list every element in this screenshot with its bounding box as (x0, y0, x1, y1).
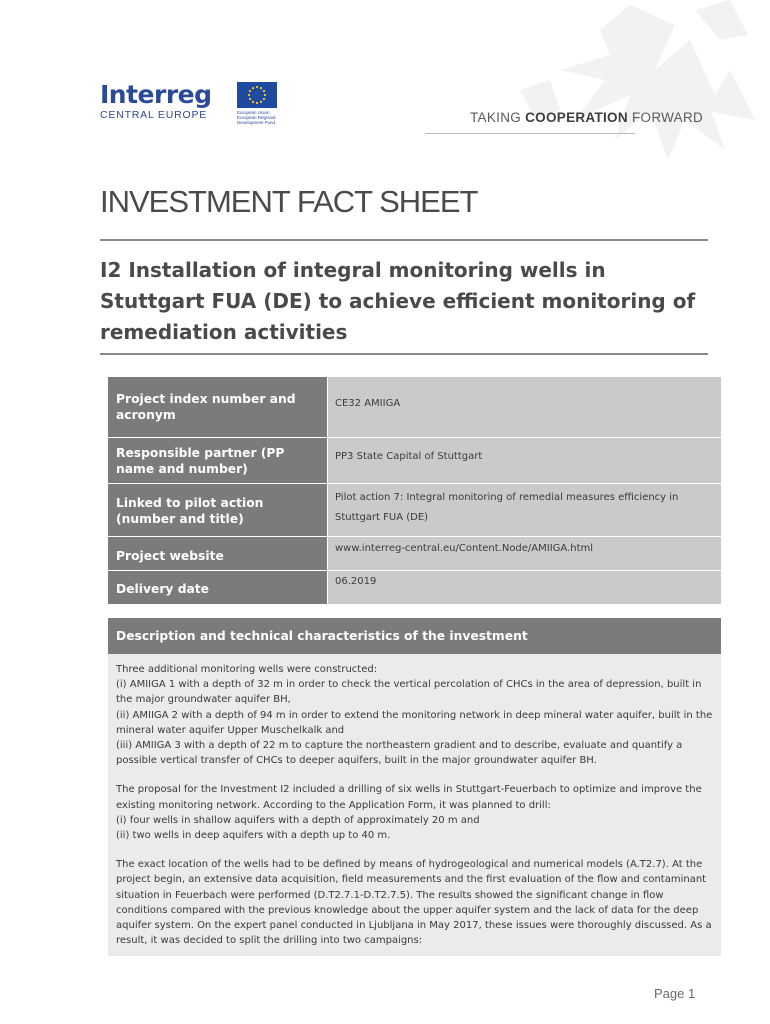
description-heading: Description and technical characteristics of the investment (108, 618, 721, 654)
table-row (108, 484, 721, 537)
title-divider (100, 239, 708, 241)
description-section (108, 618, 721, 956)
paragraph: The exact location of the wells had to be defined by means of hydrogeological and numerical models (A.T2.7). At the project begin, an extensive data acquisition, field measurements and the first evaluation of the flow and contaminant situation in Feuerbach were performed (D.T2.7.1-D.T2.7.5). The results showed the significant change in flow conditions compared with the previous knowledge about the upper aquifer system and the lack of data for the deep aquifer system. On the expert panel conducted in Ljubljana in May 2017, these issues were thoroughly discussed. As a result, it was decided to split the drilling into two campaigns: (116, 859, 712, 947)
row-value: Pilot action 7: Integral monitoring of remedial measures efficiency in Stuttgart FUA (DE) (327, 484, 721, 536)
row-label: Project website (108, 537, 327, 570)
header-divider (425, 133, 635, 134)
row-value: PP3 State Capital of Stuttgart (327, 438, 721, 483)
paragraph: Three additional monitoring wells were constructed: (i) AMIIGA 1 with a depth of 32 m in order to check the vertical percolation of CHCs in the area of depression, built in the major groundwater aquifer BH, (ii) AMIIGA 2 with a depth of 94 m in order to extend the monitoring network in deep mineral water aquifer, built in the mineral water aquifer Upper Muschelkalk and (iii) AMIIGA 3 with a depth of 22 m to capture the northeastern gradient and to describe, evaluate and quantify a possible vertical transfer of CHCs to deeper aquifers, built in the major groundwater aquifer BH. (116, 664, 713, 767)
eu-flag-icon (237, 82, 277, 108)
logo-subtitle: CENTRAL EUROPE (100, 109, 208, 121)
row-label: Linked to pilot action (number and title) (108, 484, 327, 536)
logo-wordmark: Interreg (100, 80, 212, 109)
table-row (108, 571, 721, 605)
tagline: TAKING COOPERATION FORWARD (470, 110, 704, 125)
row-value: CE32 AMIIGA (327, 377, 721, 437)
subtitle-divider (100, 353, 708, 355)
row-value: 06.2019 (327, 571, 721, 604)
row-label: Responsible partner (PP name and number) (108, 438, 327, 483)
eu-fund-text: European Union European Regional Development Fund (237, 110, 276, 125)
page-number: Page 1 (654, 986, 696, 1001)
paragraph: The proposal for the Investment I2 included a drilling of six wells in Stuttgart-Feuerbach to optimize and improve the existing monitoring network. According to the Application Form, it was planned to drill: (i) four wells in shallow aquifers with a depth of approximately 20 m and (ii) two wells in deep aquifers with a depth up to 40 m. (116, 784, 702, 842)
row-label: Delivery date (108, 571, 327, 604)
row-label: Project index number and acronym (108, 377, 327, 437)
table-row (108, 438, 721, 484)
interreg-logo (100, 80, 285, 125)
document-subtitle: I2 Installation of integral monitoring wells in Stuttgart FUA (DE) to achieve efficient monitoring of remediation activities (100, 258, 696, 344)
document-title: INVESTMENT FACT SHEET (100, 184, 478, 219)
table-row (108, 377, 721, 438)
background-arrows-graphic (480, 0, 770, 170)
description-body (108, 654, 721, 956)
website-link[interactable]: www.interreg-central.eu/Content.Node/AMIIGA.html (327, 537, 721, 570)
project-info-table (108, 377, 721, 605)
table-row (108, 537, 721, 571)
